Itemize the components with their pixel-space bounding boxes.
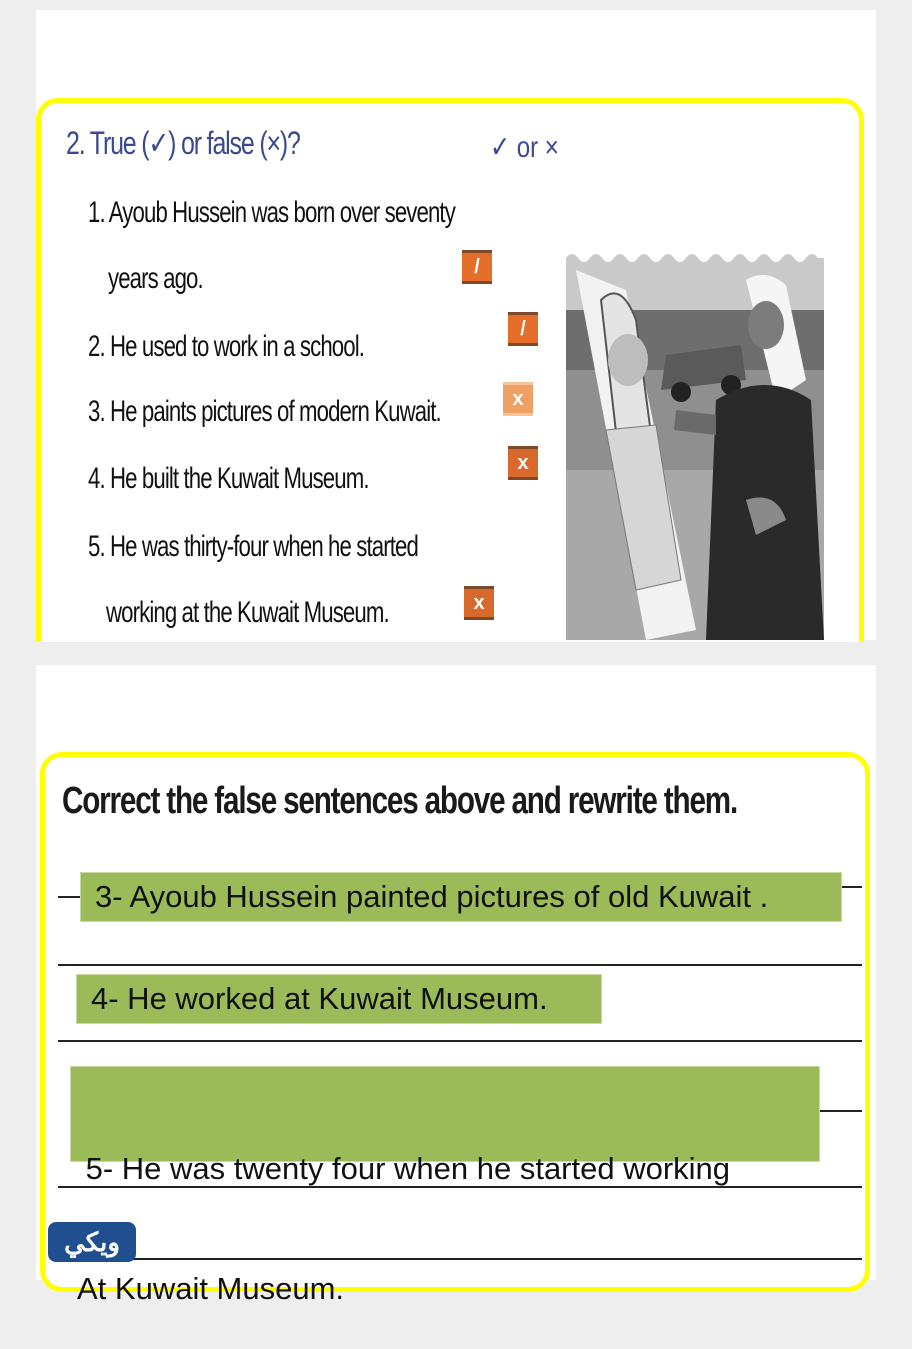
statement-3: 3. He paints pictures of modern Kuwait. xyxy=(88,395,441,428)
statement-4: 4. He built the Kuwait Museum. xyxy=(88,462,369,495)
writing-line-2 xyxy=(58,964,862,966)
answer-mark-4: x xyxy=(508,446,538,480)
statement-5-line-1: 5. He was thirty-four when he started xyxy=(88,530,418,563)
corrected-sentence-4: 4- He worked at Kuwait Museum. xyxy=(76,974,602,1024)
true-false-title: 2. True (✓) or false (×)? xyxy=(66,125,300,161)
corrected-sentence-5-line-2: At Kuwait Museum. xyxy=(77,1271,345,1306)
writing-line-3 xyxy=(58,1040,862,1042)
site-logo: ويكي xyxy=(48,1222,136,1262)
writing-line-1-right xyxy=(842,886,862,888)
artist-photo xyxy=(566,250,824,640)
statement-2: 2. He used to work in a school. xyxy=(88,330,365,363)
writing-line-4-right xyxy=(820,1110,862,1112)
writing-line-1-left xyxy=(58,896,80,898)
answer-mark-2: / xyxy=(508,312,538,346)
corrected-sentence-5-line-1: 5- He was twenty four when he started working xyxy=(77,1151,731,1186)
answer-column-header: ✓ or × xyxy=(490,131,559,164)
answer-mark-5: x xyxy=(464,586,494,620)
statement-5-line-2: working at the Kuwait Museum. xyxy=(106,596,389,629)
corrected-sentence-3: 3- Ayoub Hussein painted pictures of old Kuwait . xyxy=(80,872,842,922)
statement-1-line-2: years ago. xyxy=(108,262,203,295)
answer-mark-3: x xyxy=(503,382,533,416)
artist-photo-illustration xyxy=(566,250,824,640)
answer-mark-1: / xyxy=(462,250,492,284)
statement-1-line-1: 1. Ayoub Hussein was born over seventy xyxy=(88,196,455,229)
correction-title: Correct the false sentences above and rewrite them. xyxy=(62,780,738,822)
